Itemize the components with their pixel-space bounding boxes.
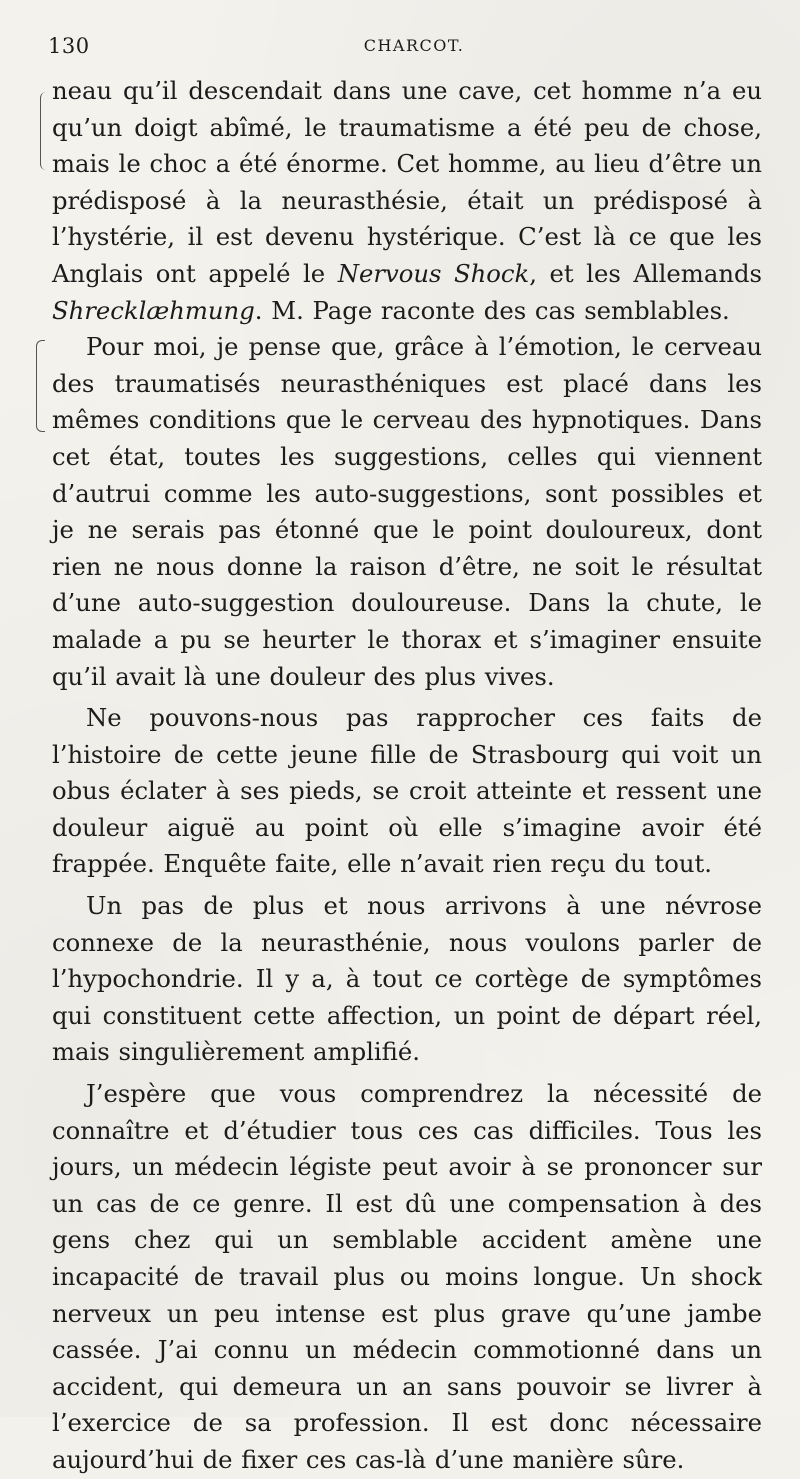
paragraph-1	[52, 73, 762, 329]
paragraph-text: . M. Page raconte des cas semblables.	[254, 295, 730, 325]
margin-bracket-mark	[36, 340, 45, 432]
running-title: CHARCOT.	[363, 36, 465, 55]
paragraph-5: J’espère que vous comprendrez la nécessité de connaître et d’étudier tous ces cas difficiles. Tous les jours, un médecin légiste peut avoir à se prononcer sur un cas de ce genre. Il est dû une compensation à des gens chez qui un semblable accident amène une incapacité de travail plus ou moins longue. Un shock nerveux un peu intense est plus grave qu’une jambe cassée. J’ai connu un médecin commotionné dans un accident, qui demeura un an sans pouvoir se livrer à l’exercice de sa profession. Il est donc nécessaire aujourd’hui de fixer ces cas-là d’une manière sûre.	[52, 1079, 762, 1474]
body-text	[52, 73, 762, 1479]
page-number: 130	[48, 34, 90, 58]
paragraph-2: Pour moi, je pense que, grâce à l’émotion, le cerveau des traumatisés neurasthéniques est placé dans les mêmes conditions que le cerveau des hypnotiques. Dans cet état, toutes les suggestions, celles qui viennent d’autrui comme les auto-suggestions, sont possibles et je ne serais pas étonné que le point douloureux, dont rien ne nous donne la raison d’être, ne soit le résultat d’une auto-suggestion douloureuse. Dans la chute, le malade a pu se heurter le thorax et s’imaginer ensuite qu’il avait là une douleur des plus vives.	[52, 332, 762, 691]
paragraph-text: , et les Allemands	[529, 258, 762, 288]
running-head	[48, 34, 760, 66]
italic-term: Nervous Shock	[337, 258, 530, 288]
margin-bracket-mark	[40, 92, 47, 170]
paragraph-text: neau qu’il descendait dans une cave, cet homme n’a eu qu’un doigt abîmé, le traumatisme a été peu de chose, mais le choc a été énorme. Cet homme, au lieu d’être un prédisposé à la neurasthésie, était un prédisposé à l’hystérie, il est devenu hystérique. C’est là ce que les Anglais ont appelé le	[52, 76, 762, 288]
paragraph-3: Ne pouvons-nous pas rapprocher ces faits de l’histoire de cette jeune fille de Strasbourg qui voit un obus éclater à ses pieds, se croit atteinte et ressent une douleur aiguë au point où elle s’imagine avoir été frappée. Enquête faite, elle n’avait rien reçu du tout.	[52, 703, 762, 879]
italic-term: Shrecklæhmung	[52, 295, 255, 325]
paragraph-4: Un pas de plus et nous arrivons à une névrose connexe de la neurasthénie, nous voulons parler de l’hypochondrie. Il y a, à tout ce cortège de symptômes qui constituent cette affection, un point de départ réel, mais singulièrement amplifié.	[52, 891, 762, 1067]
